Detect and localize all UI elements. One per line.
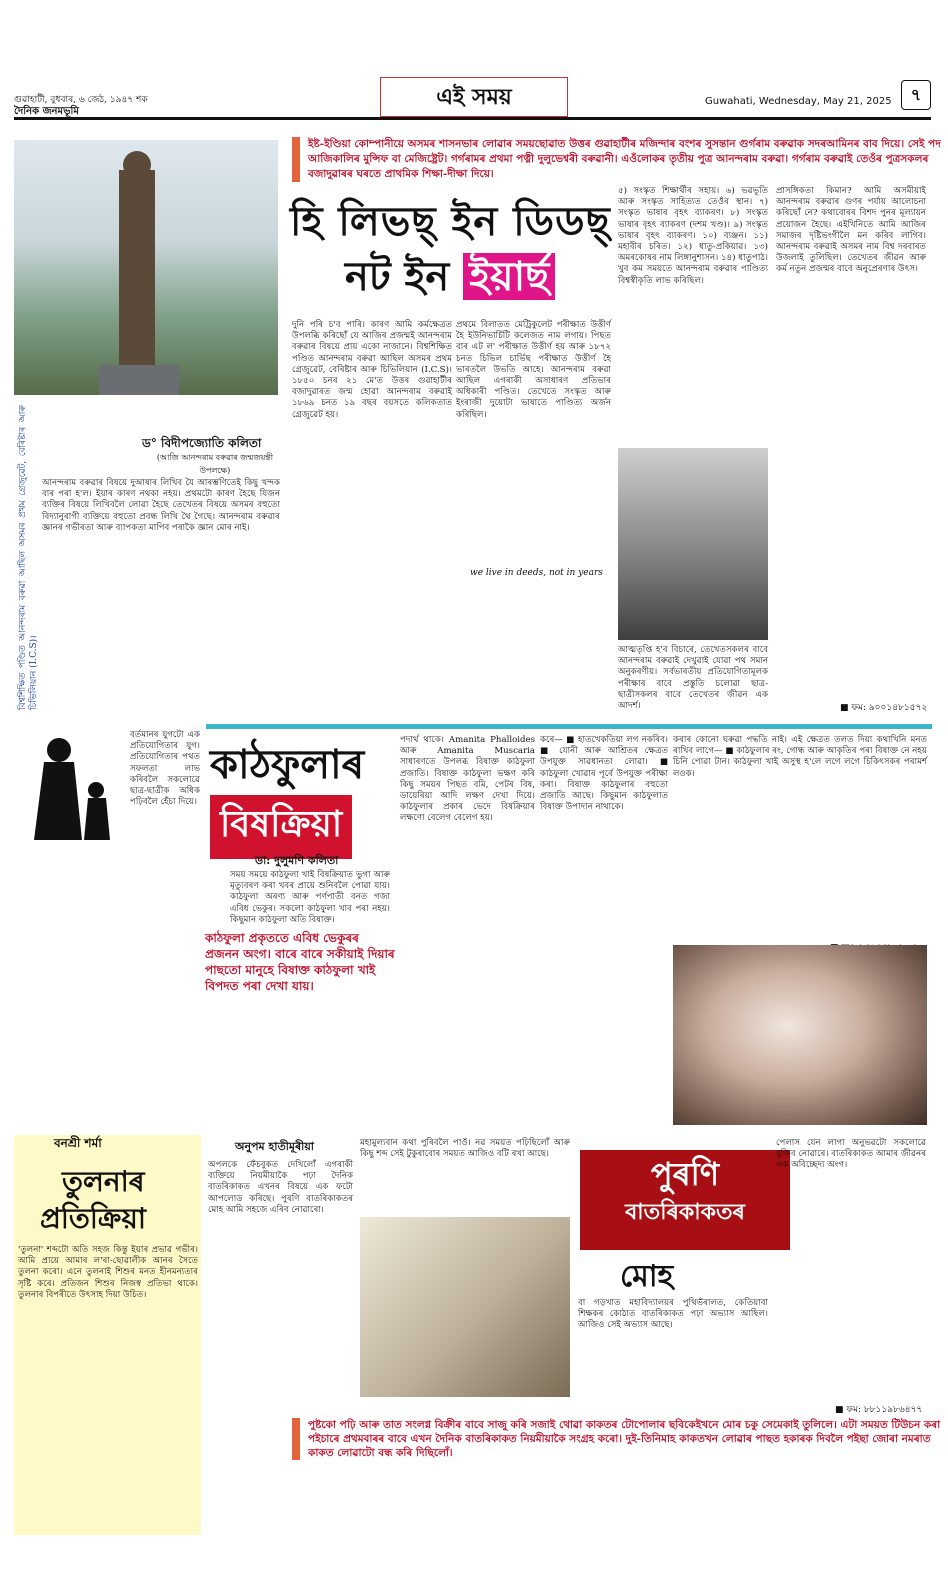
article1-col6: আত্মতৃপ্তি হ'ব বিচাৰে, তেখেতসকলৰ বাবে আনন্দৰাম বৰুৱাই দেখুৱাই যোৱা পথ সমান অনুকৰণীয়। সৰ্বভাৰতীয় প্ৰতিযোগিতামূলক পৰীক্ষাৰ বাবে প্ৰস্তুতি চলোৱা ছাত্ৰ-ছাত্ৰীসকলৰ বাবে তেখেতৰ জীৱন এক আদৰ্শ। bbox=[618, 645, 768, 712]
masthead-rule bbox=[14, 117, 931, 120]
article4-col1: অপলকে ফেঁচবুকত দেখিলোঁ এগৰাকী ব্যক্তিয়ে নিয়মীয়াকৈ পঢ়া দৈনিক বাতৰিকাকত এখনৰ বিষয়ে এক ফটো আপলোড কৰিছে। পুৰণি বাতৰিকাকতৰ মোহ আমি সহজে এৰিব নোৱাৰো। bbox=[208, 1160, 353, 1215]
headline-line1: হি লিভছ্ ইন ডিডছ্ bbox=[290, 198, 611, 245]
section-title: এই সময় bbox=[380, 77, 568, 117]
page-number: ৭ bbox=[901, 80, 931, 110]
article3-title2: প্ৰতিক্ৰিয়া bbox=[40, 1202, 146, 1235]
portrait-photo bbox=[618, 448, 768, 640]
headline-line2 bbox=[345, 245, 555, 312]
statue-icon bbox=[14, 140, 278, 395]
date-en: Guwahati, Wednesday, May 21, 2025 bbox=[705, 96, 892, 107]
statue-photo bbox=[14, 140, 278, 395]
article2-pullquote: কাঠফুলা প্ৰকৃততে এবিধ ভেকুৰৰ প্ৰজনন অংগ। বাৰে বাৰে সকীয়াই দিয়াৰ পাছতো মানুহে বিষাক্ত কাঠফুলা খাই বিপদত পৰা দেখা যায়। bbox=[205, 931, 395, 993]
article4-col2: মহামুল্যবান কথা পুৰিবলৈ পাওঁ। নৱ সময়ত পঢ়িছিলোঁ আৰু কিছু শব্দ সেই টুকুৰাবোৰ সময়ত আজিও বটি ৰখা আছে। bbox=[360, 1138, 570, 1160]
article3-title1: তুলনাৰ bbox=[62, 1165, 145, 1198]
article4-title1: পুৰণি bbox=[650, 1155, 720, 1193]
article1-intro: ইষ্ট-ইণ্ডিয়া কোম্পানীয়ে অসমৰ শাসনভাৰ লোৱাৰ সময়ছোৱাত উত্তৰ গুৱাহাটীৰ মজিন্দাৰ বংশৰ সুসন্তান গুৰ্গৰাম বৰুৱাক সদৰআমিনৰ বাব দিয়ে। সেই পদ আজিকালিৰ মুন্সিফ বা মেজিষ্ট্ৰেট। গৰ্গৰামৰ প্ৰথমা পত্নী দুলুভেশ্বৰী বৰুৱানী। এওঁলোকৰ তৃতীয় পুত্ৰ আনন্দৰাম বৰুৱা। গৰ্গৰাম বৰুৱাই তেওঁৰ পুত্ৰসকলৰ বজাদুৱাৰৰ ঘৰতে প্ৰাথমিক শিক্ষা-দীক্ষা দিয়ে। bbox=[292, 137, 943, 182]
article3-author: বনশ্ৰী শৰ্মা bbox=[54, 1136, 102, 1150]
article2-author: ডা: দুলুমণি কলিতা bbox=[255, 854, 339, 867]
article2-col2: পদাৰ্থ থাকে। Amanita Phalloides আৰু Amanita Muscaria সাধাৰণতে উপলব্ধ বিষাক্ত কাঠফুলা প্ৰজাতি। বিষাক্ত কাঠফুলা ভক্ষণ কৰি কিছু সময়ৰ পিছত বমি, পেটৰ বিষ, ডায়েৰিয়া আদি লক্ষণ দেখা দিয়ে। কাঠফুলাৰ প্ৰকাৰ ভেদে বিষক্ৰিয়াৰ লক্ষণো বেলেগ বেলেগ হয়। bbox=[400, 735, 535, 824]
article4-bottom-band: পুষ্টকো পঢ়ি আৰু তাত সংলগ্ন বিক্ৰীৰ বাবে সাজু কৰি সজাই থোৱা কাকতৰ টোপোলাৰ ছবিকেইখনে মোৰ চকু সেমেকাই তুলিলে। এটা সময়ত টিউচন কৰা পইচাৰে প্ৰথমবাৰৰ বাবে এখন দৈনিক বাতৰিকাকত নিয়মীয়াকৈ সংগ্ৰহ কৰো। দুই-তিনিমাহ কাকতখন লোৱাৰ পাছত হকাৰক দিবলৈ পইছা জোৰা নমৰাত কাকত লোৱাটো বন্ধ কৰি দিছিলোঁ। bbox=[292, 1418, 948, 1460]
article3-panel bbox=[14, 1135, 201, 1535]
mushroom-photo bbox=[673, 945, 927, 1125]
silhouette-icon bbox=[14, 730, 124, 840]
article2-col3: কৰে— ■ হাতখেকতিয়া লগ নকৰিব। ■ যোনী আৰু আশ্ৰিতৰ ক্ষেত্ৰত উপযুক্ত সাৱধানতা লোৱা। ■ কাঠফুলা খোৱাৰ পূৰ্বে উপযুক্ত পৰীক্ষা কৰা। বিষাক্ত কাঠফুলাৰ বহুতো প্ৰজাতি আছে। কিছুমান কাঠফুলাত বিষাক্ত উপাদান নাথাকে। bbox=[540, 735, 668, 813]
headline-line2b: ইয়াৰ্ছ bbox=[463, 253, 555, 300]
article1-col2: দুনি পৰি চ'ব পাৰি। কাৰণ আমি কৰ্মক্ষেত্ৰত উপলব্ধি কৰিছোঁ যে আজিৰ প্ৰজন্মই আনন্দৰাম বৰুৱাৰ বিষয়ে প্ৰায় একো নাজানে। বিশ্বশিক্ষিত পণ্ডিত আনন্দৰাম বৰুৱা আছিল অসমৰ প্ৰথম গ্ৰেজুৱেট, বেৰিষ্টাৰ আৰু চিভিলিয়ান (I.C.S)। ১৮৫০ চনৰ ২১ মে'ত উত্তৰ গুৱাহাটীৰ বজাদুৱাৰত জন্ম হোৱা আনন্দৰাম বৰুৱাই ১৮৬৯ চনত ১৯ বছৰ বয়সতে কলিকতাত গ্ৰেজুৱেট হয়। bbox=[292, 320, 452, 420]
paper-name: দৈনিক জনমভূমি bbox=[14, 106, 79, 117]
article1-phone: ■ ফম: ৯০০১৪৮১৫৭২ bbox=[840, 703, 928, 713]
quote-text: we live in deeds, not in years bbox=[470, 568, 603, 578]
mother-child-silhouette bbox=[14, 730, 124, 840]
article3-col1: 'তুলনা' শব্দটো অতি সহজ কিন্তু ইয়াৰ প্ৰভাৱ গভীৰ। আমি প্ৰায়ে আমাৰ ল'ৰা-ছোৱালীক আনৰ সৈতে তুলনা কৰো। এনে তুলনাই শিশুৰ মনত হীনমন্যতাৰ সৃষ্টি কৰে। প্ৰতিজন শিশুৰ নিজস্ব প্ৰতিভা থাকে। তুলনাৰ বিপৰীতে উৎসাহ দিয়া উচিত। bbox=[18, 1245, 198, 1300]
vertical-caption: বিশ্বশিক্ষিত পণ্ডিত আনন্দৰাম বৰুৱা আছিল অসমৰ প্ৰথম গ্ৰেজুৱেট, বেৰিষ্টাৰ আৰু চিভিলিয়ান (I.C.S)। bbox=[18, 405, 40, 710]
article2-rule bbox=[206, 724, 932, 729]
article2-subtitle: বিষক্ৰিয়া bbox=[210, 795, 352, 859]
author-note: (আজি আনন্দৰাম বৰুৱাৰ জন্মজয়ন্তী উপলক্ষে) bbox=[156, 453, 274, 475]
article2-col1: সময় সময়ে কাঠফুলা খাই বিষক্ৰিয়াত ভুগা আৰু মৃত্যুবৰণ কৰা খবৰ প্ৰায়ে শুনিবলৈ পোৱা যায়। কাঠফুলা অৰণ্য আৰু পৰ্ণপাতী বনত গজা এবিধ ভেকুৰ। সকলো কাঠফুলা খাব পৰা নহয়। কিছুমান কাঠফুলা অতি বিষাক্ত। bbox=[230, 870, 390, 925]
article4-phone: ■ ফম: ৮৮১১৯৮৬৪৭৭ bbox=[835, 1405, 923, 1415]
article4-title2: বাতৰিকাকতৰ bbox=[625, 1199, 745, 1225]
article2-col4: কৰাৰ কোনো ঘৰুৱা পদ্ধতি নাই। এই ক্ষেত্ৰত তলত দিয়া কথাখিনি মনত ৰাখিব লাগে— ■ কাঠফুলাৰ ৰং, গোন্ধ আৰু আকৃতিৰ পৰা বিষাক্ত নে নহয় চিনি পোৱা টান। কাঠফুলা খাই অসুস্থ হ'লে লগে লগে চিকিৎসকৰ পৰামৰ্শ লওক। bbox=[673, 735, 927, 779]
article1-col3: প্ৰথমে বিলাতত মেট্ৰিকুলেট পৰীক্ষাত উত্তীৰ্ণ হৈ ইউনিভাৰ্চিটি কলেজত নাম লগায়। পিছত বাৰ এট ল' পৰীক্ষাত উত্তীৰ্ণ হয় আৰু ১৮৭২ চনত চিভিল চাৰ্ভিছ পৰীক্ষাত উত্তীৰ্ণ হৈ ভাৰতলৈ উভতি আহে। আনন্দৰাম বৰুৱা আছিল এগৰাকী অসাধাৰণ প্ৰতিভাৰ অধিকাৰী পণ্ডিত। তেখেতে সংস্কৃত আৰু ইংৰাজী দুয়োটা ভাষাতে পাণ্ডিত্য অৰ্জন কৰিছিল। bbox=[456, 320, 611, 420]
article3-top: বৰ্তমানৰ যুগটো এক প্ৰতিযোগিতাৰ যুগ। প্ৰতিযোগিতাৰ পথত সফলতা লাভ কৰিবলৈ সকলোৱে ছাত্ৰ-ছাত্ৰীক অধিক পঢ়িবলৈ হেঁচা দিয়ে। bbox=[130, 730, 200, 808]
article4-author: অনুপম হাতীমূৰীয়া bbox=[235, 1140, 314, 1153]
article4-title-box bbox=[580, 1150, 790, 1250]
article4-col3: বা গড়খাত মহাবিদ্যালয়ৰ পুথিভঁৰালত, কেতিয়াবা শিক্ষকৰ কোঠাত বাতৰিকাকত পঢ়া অভ্যাস আছিল। আজিও সেই অভ্যাস আছে। bbox=[578, 1298, 768, 1331]
article4-title3: মোহ bbox=[620, 1259, 674, 1294]
article1-col1: আনন্দৰাম বৰুৱাৰ বিষয়ে দুআষাৰ লিখিব যৈ আৰম্ভণিতেই কিছু খন্দক বাৰ পৰা হ'ল। ইয়াৰ কাৰণ নথকা নহয়। প্ৰথমটো কাৰণ হৈছে যিজন ব্যক্তিৰ বিষয়ে লিখিবলৈ লোৱা হৈছে তেখেতৰ বিষয়ে অসমৰ বহুতো বিদ্যানুৰাগী ব্যক্তিয়ে বহুতো প্ৰবন্ধ লিখি থৈ গৈছে। আনন্দৰাম বৰুৱাৰ জ্ঞানৰ গভীৰতা আৰু ব্যাপকতা মাপিব পৰাকৈ জ্ঞান মোৰ নাই। bbox=[42, 478, 280, 533]
article1-col4: ৫) সংস্কৃত শিক্ষাৰ্থীৰ সহায়। ৬) ভৱভূতি আৰু সংস্কৃত সাহিত্যত তেওঁৰ স্থান। ৭) সংস্কৃত ভাষাৰ বৃহৎ ব্যাকৰণ। ৮) সংস্কৃত ভাষাৰ বৃহৎ ব্যাকৰণ (দশম খণ্ড)। ৯) সংস্কৃত ভাষাৰ বৃহৎ ব্যাকৰণ। ১০) ব্যঞ্জন। ১১) মহাবীৰ চৰিত। ১২) ধাতু-প্ৰকিয়াৱ। ১৩) অমৰকোষৰ নাম লিঙ্গানুশাসন। ১৪) ধাতুপাঠ। খুব কম সময়তে আনন্দৰাম বৰুৱাৰ পাণ্ডিত্য বিশ্বস্বীকৃতি লাভ কৰিছিল। bbox=[618, 186, 768, 286]
currency-bundle-photo bbox=[360, 1217, 570, 1397]
article4-col4: পেলাস যেন লাগা অনুভৱটো সকলোৱে বুজিব নোৱাৰে। বাতৰিকাকত আমাৰ জীৱনৰ এক অবিচ্ছেদ্য অংগ। bbox=[776, 1138, 926, 1171]
article1-col5: প্ৰাসঙ্গিকতা কিমান? আমি অসমীয়াই আনন্দৰাম বৰুৱাৰ গুণৰ পৰ্যায় আলোচনা কৰিছোঁ নে? কথাবোৰৰ বিশদ পুনৰ মূল্যায়ন প্ৰয়োজন হৈছে। এইখিনিতে আমি আজিৰ সমাজৰ দৃষ্টিভংগীলৈ মন কৰিব লাগিব। আনন্দৰাম বৰুৱাই অসমৰ নাম বিশ্ব দৰবাৰত উজলাই তুলিছিল। তেখেতৰ জীৱন আৰু কৰ্ম নতুন প্ৰজন্মৰ বাবে অনুপ্ৰেৰণাৰ উৎস। bbox=[776, 186, 926, 275]
masthead-date-bn bbox=[14, 94, 148, 118]
date-bn: গুৱাহাটী, বুধবাৰ, ৬ জেঠ, ১৯৪৭ শক bbox=[14, 95, 148, 105]
author-name: ড° বিদীপজ্যোতি কলিতা bbox=[142, 436, 262, 450]
headline-line2a: নট ইন bbox=[345, 253, 450, 300]
article2-title: কাঠফুলাৰ bbox=[210, 741, 365, 788]
